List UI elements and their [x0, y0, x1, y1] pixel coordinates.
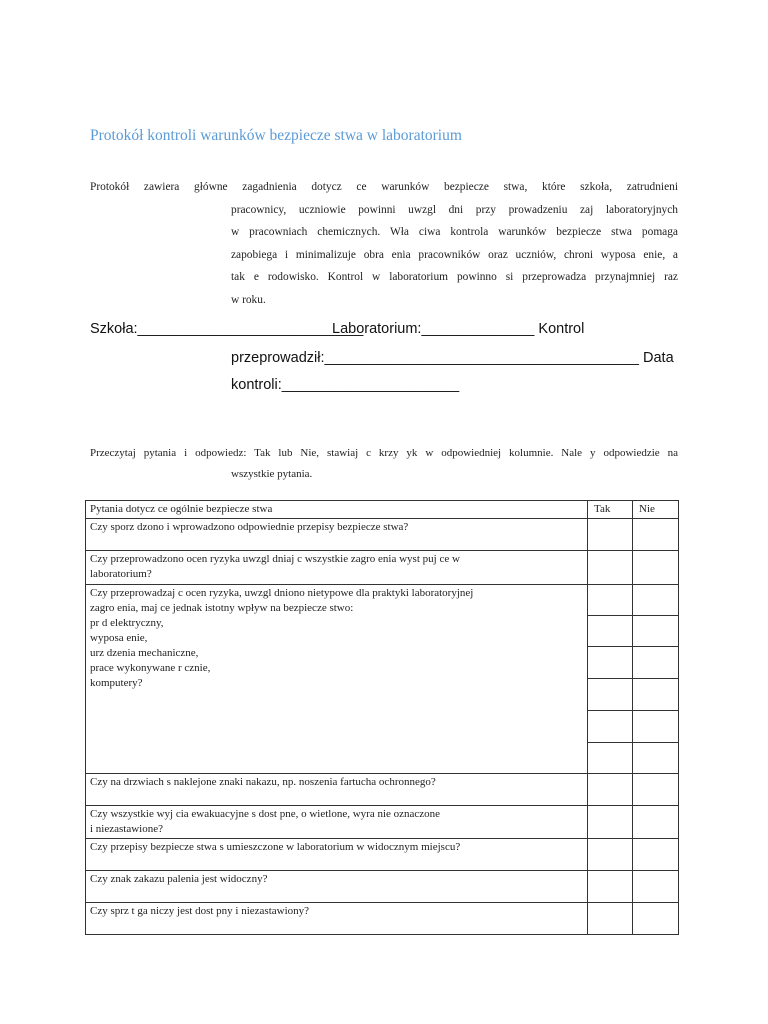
intro-line: pracownicy, uczniowie powinni uwzgl dni przy prowadzeniu zaj laboratoryjnych [231, 203, 678, 216]
table-header-row [86, 501, 679, 519]
yes-checkbox-cell[interactable] [588, 647, 633, 679]
yes-checkbox-cell[interactable] [588, 806, 633, 839]
question-text: Czy znak zakazu palenia jest widoczny? [90, 873, 268, 885]
school-field[interactable]: Szkoła:____________________________ [90, 321, 364, 337]
table-row [86, 551, 679, 585]
question-cell [86, 806, 588, 839]
column-header-yes: Tak [588, 501, 633, 519]
yes-checkbox-cell[interactable] [588, 839, 633, 871]
question-cell [86, 774, 588, 806]
instructions-line: wszystkie pytania. [231, 468, 313, 480]
conducted-by-field[interactable]: przeprowadził:_______________________________________ Data [231, 350, 674, 366]
question-cell [86, 551, 588, 585]
table-row [86, 839, 679, 871]
question-text: komputery? [90, 677, 143, 689]
yes-checkbox-cell[interactable] [588, 551, 633, 585]
question-text: laboratorium? [90, 568, 152, 580]
no-checkbox-cell[interactable] [633, 871, 679, 903]
question-cell [86, 903, 588, 935]
instructions-line: Przeczytaj pytania i odpowiedz: Tak lub Nie, stawiaj c krzy yk w odpowiedniej kolumnie. Nale y odpowiedzie na [90, 447, 678, 459]
intro-line: Protokół zawiera główne zagadnienia dotycz ce warunków bezpiecze stwa, które szkoła, zatrudnieni [90, 181, 678, 193]
question-text: zagro enia, maj ce jednak istotny wpływ na bezpiecze stwo: [90, 602, 354, 614]
date-field[interactable]: kontroli:______________________ [231, 377, 460, 393]
table-row [86, 871, 679, 903]
no-checkbox-cell[interactable] [633, 647, 679, 679]
question-text: urz dzenia mechaniczne, [90, 647, 199, 659]
no-checkbox-cell[interactable] [633, 585, 679, 616]
yes-checkbox-cell[interactable] [588, 616, 633, 647]
no-checkbox-cell[interactable] [633, 774, 679, 806]
no-checkbox-cell[interactable] [633, 743, 679, 774]
question-text: Czy na drzwiach s naklejone znaki nakazu, np. noszenia fartucha ochronnego? [90, 776, 436, 788]
yes-checkbox-cell[interactable] [588, 871, 633, 903]
question-text: Czy przepisy bezpiecze stwa s umieszczone w laboratorium w widocznym miejscu? [90, 841, 461, 853]
no-checkbox-cell[interactable] [633, 806, 679, 839]
intro-line: w pracowniach chemicznych. Wła ciwa kontrola warunków bezpiecze stwa pomaga [231, 226, 678, 238]
no-checkbox-cell[interactable] [633, 711, 679, 743]
no-checkbox-cell[interactable] [633, 616, 679, 647]
table-row [86, 774, 679, 806]
lab-field[interactable]: Laboratorium:______________ Kontrol [332, 321, 585, 337]
yes-checkbox-cell[interactable] [588, 519, 633, 551]
question-cell [86, 585, 588, 774]
question-text: Czy przeprowadzono ocen ryzyka uwzgl dniaj c wszystkie zagro enia wyst puj ce w [90, 553, 460, 565]
checklist-table [85, 500, 679, 935]
intro-line: tak e rodowisko. Kontrol w laboratorium powinno si przeprowadza przynajmniej raz [231, 271, 678, 283]
question-text: Czy sporz dzono i wprowadzono odpowiednie przepisy bezpiecze stwa? [90, 521, 409, 533]
no-checkbox-cell[interactable] [633, 839, 679, 871]
no-checkbox-cell[interactable] [633, 519, 679, 551]
no-checkbox-cell[interactable] [633, 903, 679, 935]
instructions [90, 443, 678, 485]
column-header-question: Pytania dotycz ce ogólnie bezpiecze stwa [86, 501, 588, 519]
question-text: i niezastawione? [90, 823, 163, 835]
no-checkbox-cell[interactable] [633, 551, 679, 585]
intro-line: w roku. [231, 293, 266, 306]
question-text: prace wykonywane r cznie, [90, 662, 211, 674]
page-title: Protokół kontroli warunków bezpiecze stwa w laboratorium [90, 127, 462, 144]
yes-checkbox-cell[interactable] [588, 743, 633, 774]
table-row [86, 519, 679, 551]
question-cell [86, 519, 588, 551]
table-row [86, 806, 679, 839]
intro-paragraph [90, 176, 678, 311]
column-header-no: Nie [633, 501, 679, 519]
question-text: Czy sprz t ga niczy jest dost pny i niezastawiony? [90, 905, 310, 917]
no-checkbox-cell[interactable] [633, 679, 679, 711]
question-cell [86, 871, 588, 903]
table-row [86, 903, 679, 935]
question-text: Czy przeprowadzaj c ocen ryzyka, uwzgl dniono nietypowe dla praktyki laboratoryjnej [90, 587, 474, 599]
question-text: wyposa enie, [90, 632, 148, 644]
question-cell [86, 839, 588, 871]
question-text: pr d elektryczny, [90, 617, 164, 629]
intro-line: zapobiega i minimalizuje obra enia pracowników oraz uczniów, chroni wyposa enie, a [231, 248, 678, 261]
yes-checkbox-cell[interactable] [588, 585, 633, 616]
question-text: Czy wszystkie wyj cia ewakuacyjne s dost pne, o wietlone, wyra nie oznaczone [90, 808, 441, 820]
table-row [86, 585, 679, 616]
yes-checkbox-cell[interactable] [588, 903, 633, 935]
yes-checkbox-cell[interactable] [588, 679, 633, 711]
yes-checkbox-cell[interactable] [588, 711, 633, 743]
yes-checkbox-cell[interactable] [588, 774, 633, 806]
